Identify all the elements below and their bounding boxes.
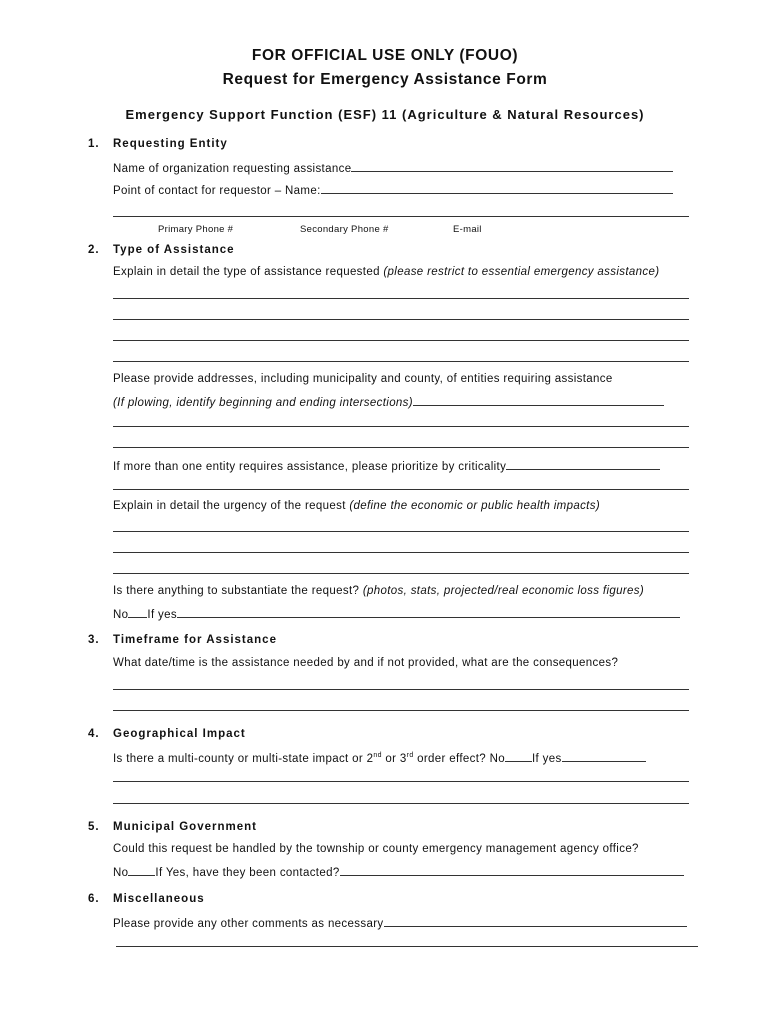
ordinal-suffix: nd [373,752,382,759]
geographic-question-row [113,750,646,765]
section-title: Requesting Entity [113,138,228,150]
poc-row [113,182,673,197]
poc-label: Point of contact for requestor – Name: [113,185,321,197]
answer-line[interactable] [113,710,689,711]
municipal-answer-row [113,864,684,879]
answer-line[interactable] [113,531,689,532]
substantiate-label: Is there anything to substantiate the request? [113,585,360,597]
org-name-row [113,160,673,175]
section-title: Geographical Impact [113,728,246,740]
form-subtitle: Emergency Support Function (ESF) 11 (Agriculture & Natural Resources) [125,107,645,122]
geo-question-part-1: Is there a multi-county or multi-state impact or 2 [113,753,374,765]
contacted-label: If Yes, have they been contacted? [155,867,340,879]
plowing-field[interactable] [413,394,664,406]
section-6-heading [88,893,205,905]
no-label: No [113,867,129,879]
geo-question-part-3: order effect? No [413,753,505,765]
prioritize-row [113,458,660,473]
org-name-label: Name of organization requesting assistance [113,163,352,175]
plowing-note: (If plowing, identify beginning and ending intersections) [113,397,413,409]
poc-name-field[interactable] [321,182,673,194]
comments-label: Please provide any other comments as necessary [113,918,384,930]
section-number: 5. [88,821,100,833]
answer-line[interactable] [113,781,689,782]
answer-line[interactable] [113,361,689,362]
section-number: 2. [88,244,100,256]
section-title: Type of Assistance [113,244,235,256]
no-field[interactable] [128,606,147,618]
section-number: 6. [88,893,100,905]
timeframe-question: What date/time is the assistance needed by and if not provided, what are the consequences? [113,657,619,669]
assistance-type-prompt [113,266,659,278]
ordinal-suffix: rd [406,752,414,759]
prioritize-field[interactable] [506,458,660,470]
contacted-field[interactable] [340,864,684,876]
section-number: 3. [88,634,100,646]
assistance-type-label: Explain in detail the type of assistance requested [113,266,380,278]
answer-line[interactable] [113,489,689,490]
section-4-heading [88,728,246,740]
if-yes-field[interactable] [562,750,646,762]
section-2-heading [88,244,235,256]
plowing-row [113,394,664,409]
answer-line[interactable] [113,319,689,320]
section-title: Municipal Government [113,821,257,833]
section-3-heading [88,634,277,646]
substantiate-answer-row [113,606,680,621]
answer-line[interactable] [113,298,689,299]
section-number: 4. [88,728,100,740]
comments-field[interactable] [384,915,687,927]
section-number: 1. [88,138,100,150]
answer-line[interactable] [113,689,689,690]
email-label: E-mail [453,224,482,235]
answer-line[interactable] [113,552,689,553]
urgency-label: Explain in detail the urgency of the request [113,500,346,512]
classification-heading: FOR OFFICIAL USE ONLY (FOUO) [251,47,519,64]
substantiate-prompt [113,585,644,597]
addresses-label: Please provide addresses, including municipality and county, of entities requiring assistance [113,373,613,385]
answer-line[interactable] [116,946,698,947]
answer-line[interactable] [113,573,689,574]
substantiate-note: (photos, stats, projected/real economic loss figures) [362,585,645,597]
form-title: Request for Emergency Assistance Form [222,71,548,88]
if-yes-label: If yes [147,609,177,621]
no-field[interactable] [128,864,155,876]
section-5-heading [88,821,257,833]
section-1-heading [88,138,228,150]
no-label: No [113,609,129,621]
urgency-prompt [113,500,600,512]
answer-line[interactable] [113,447,689,448]
prioritize-label: If more than one entity requires assistance, please prioritize by criticality [113,461,507,473]
section-title: Miscellaneous [113,893,205,905]
primary-phone-label: Primary Phone # [158,224,234,235]
if-yes-label: If yes [531,753,562,765]
secondary-phone-label: Secondary Phone # [300,224,389,235]
assistance-type-note: (please restrict to essential emergency assistance) [383,266,660,278]
org-name-field[interactable] [351,160,673,172]
answer-line[interactable] [113,426,689,427]
if-yes-field[interactable] [177,606,680,618]
answer-line[interactable] [113,340,689,341]
geo-question-part-2: or 3 [381,753,407,765]
section-title: Timeframe for Assistance [113,634,277,646]
urgency-note: (define the economic or public health impacts) [349,500,601,512]
contact-phone-line[interactable] [113,216,689,217]
no-field[interactable] [505,750,532,762]
comments-row [113,915,687,930]
municipal-question: Could this request be handled by the township or county emergency management agency office? [113,843,639,855]
answer-line[interactable] [113,803,689,804]
